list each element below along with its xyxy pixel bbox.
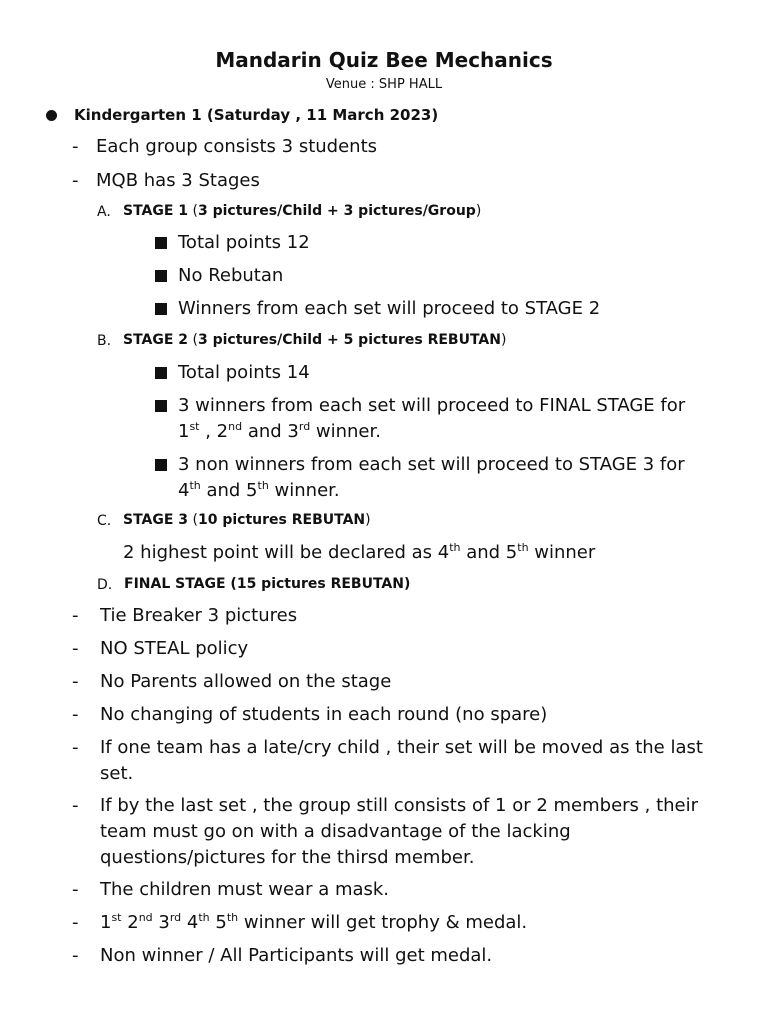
rule-item: The children must wear a mask. <box>100 879 390 900</box>
dash-marker: - <box>72 912 79 933</box>
bullet-dot-icon <box>46 110 57 121</box>
square-bullet-icon <box>155 270 167 282</box>
stage-item: 3 winners from each set will proceed to FINAL STAGE for <box>178 395 686 416</box>
stage-heading: FINAL STAGE (15 pictures REBUTAN) <box>124 576 411 592</box>
dash-marker: - <box>72 879 79 900</box>
intro-line: Each group consists 3 students <box>96 136 378 157</box>
rule-item: NO STEAL policy <box>100 638 249 659</box>
stage-letter: D. <box>97 577 113 593</box>
stage-item-continued: 4th and 5th winner. <box>178 479 340 501</box>
stage-item: Total points 14 <box>178 362 310 383</box>
dash-marker: - <box>72 170 79 191</box>
rule-item-trophy: 1st 2nd 3rd 4th 5th winner will get trophy & medal. <box>100 911 528 933</box>
square-bullet-icon <box>155 237 167 249</box>
square-bullet-icon <box>155 459 167 471</box>
stage-heading: STAGE 1 (3 pictures/Child + 3 pictures/Group) <box>123 203 482 219</box>
rule-item: If by the last set , the group still consists of 1 or 2 members , their team must go on with a disadvantage of the lacking questions/pictures for the thirsd member. <box>100 795 699 868</box>
square-bullet-icon <box>155 367 167 379</box>
stage-item: 3 non winners from each set will proceed to STAGE 3 for <box>178 454 685 475</box>
dash-marker: - <box>72 136 79 157</box>
rule-item: Tie Breaker 3 pictures <box>100 605 298 626</box>
dash-marker: - <box>72 795 79 816</box>
stage-letter: B. <box>97 333 112 349</box>
stage-item: Total points 12 <box>178 232 310 253</box>
stage-heading: STAGE 2 (3 pictures/Child + 5 pictures REBUTAN) <box>123 332 507 348</box>
section-heading: Kindergarten 1 (Saturday , 11 March 2023) <box>74 106 439 124</box>
dash-marker: - <box>72 737 79 758</box>
stage-note: 2 highest point will be declared as 4th and 5th winner <box>123 541 596 563</box>
square-bullet-icon <box>155 400 167 412</box>
page-title: Mandarin Quiz Bee Mechanics <box>215 48 553 72</box>
stage-heading: STAGE 3 (10 pictures REBUTAN) <box>123 512 371 528</box>
stage-item: No Rebutan <box>178 265 284 286</box>
venue-text: Venue : SHP HALL <box>325 77 443 92</box>
stage-letter: C. <box>97 513 112 529</box>
rule-item: No changing of students in each round (no spare) <box>100 704 548 725</box>
dash-marker: - <box>72 638 79 659</box>
square-bullet-icon <box>155 303 167 315</box>
dash-marker: - <box>72 945 79 966</box>
rule-item: No Parents allowed on the stage <box>100 671 392 692</box>
rule-item: If one team has a late/cry child , their set will be moved as the last set. <box>100 737 703 784</box>
dash-marker: - <box>72 605 79 626</box>
dash-marker: - <box>72 671 79 692</box>
intro-line: MQB has 3 Stages <box>96 170 260 191</box>
dash-marker: - <box>72 704 79 725</box>
stage-letter: A. <box>97 204 111 220</box>
stage-item: Winners from each set will proceed to STAGE 2 <box>178 298 601 319</box>
rule-item: Non winner / All Participants will get medal. <box>100 945 493 966</box>
stage-item-continued: 1st , 2nd and 3rd winner. <box>178 420 381 442</box>
